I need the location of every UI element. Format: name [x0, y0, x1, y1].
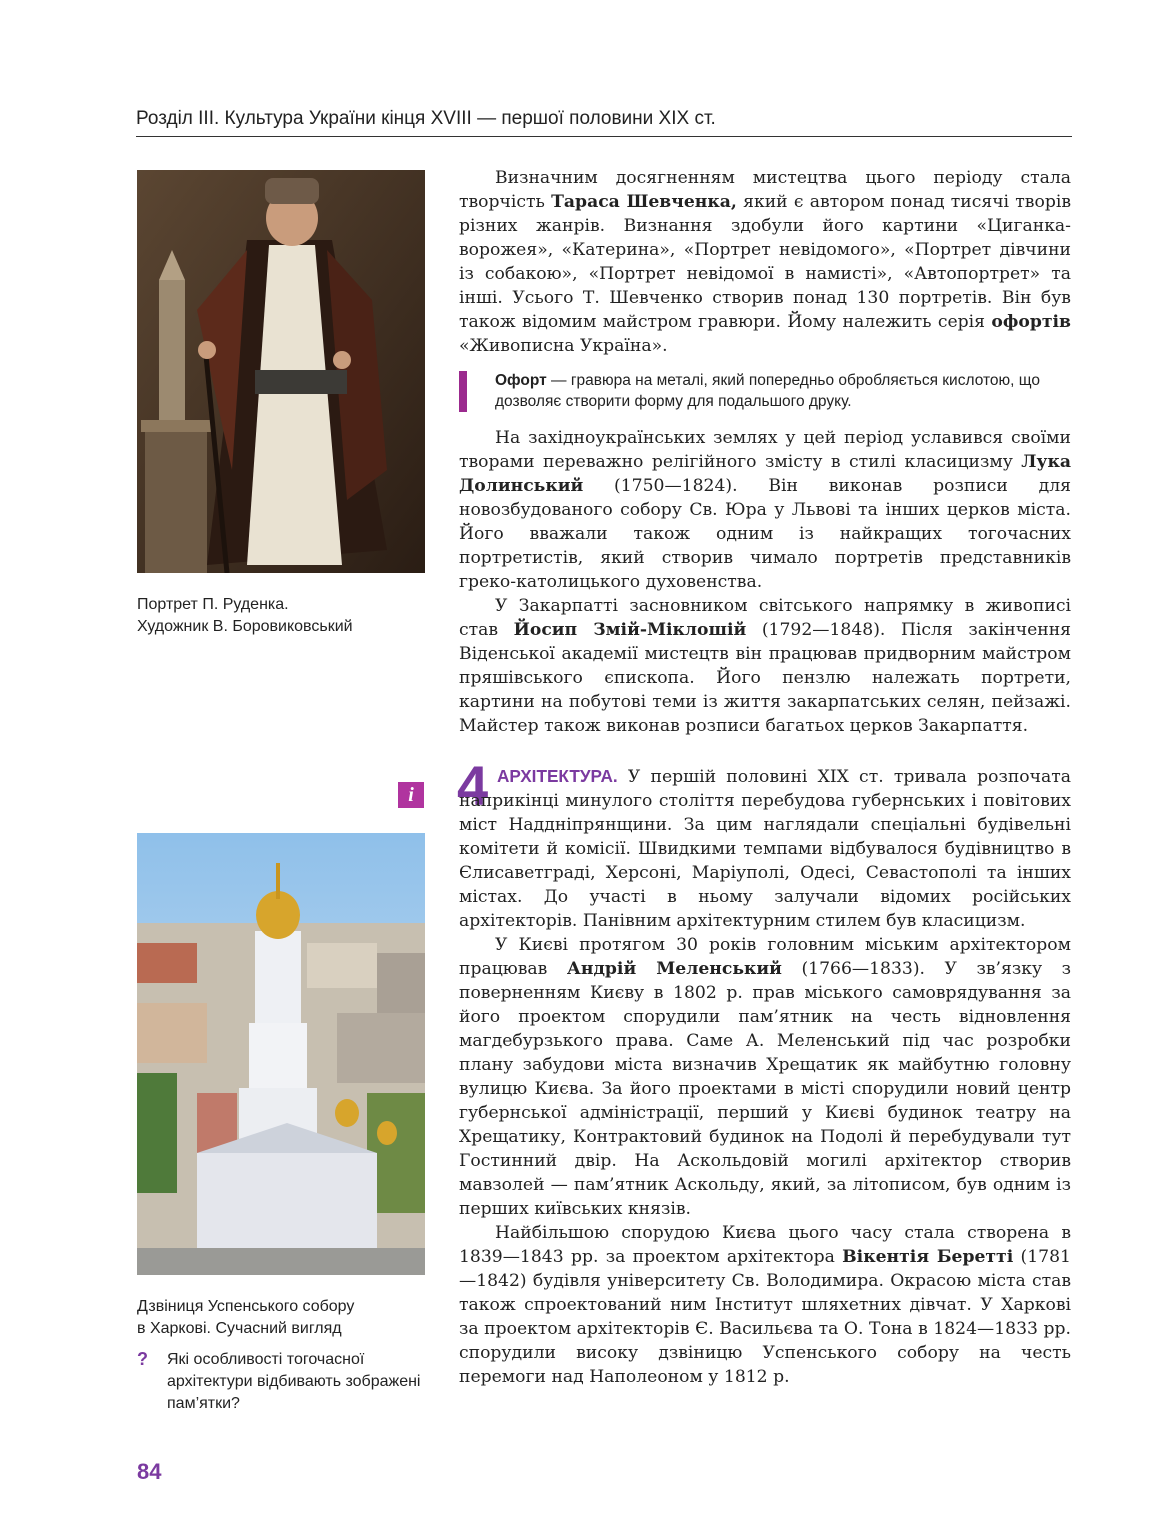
portrait-caption-line1: Портрет П. Руденка. — [137, 596, 289, 613]
bold-name: Андрій Меленський — [566, 959, 782, 979]
portrait-caption-line2: Художник В. Боровиковський — [137, 618, 353, 635]
text-segment: У Києві протягом 30 років головним міським архітектором працював — [459, 935, 1071, 979]
definition-text: — гравюра на металі, який попередньо обробляється кислотою, що дозволяє створити форму для подальшого друку. — [495, 372, 1040, 410]
cathedral-image — [137, 833, 425, 1275]
text-segment: Найбільшою спорудою Києва цього часу стала створена в 1839—1843 рр. за проектом архітектора — [459, 1223, 1071, 1267]
question-text: Які особливості тогочасної архітектури відбивають зображені пам’ятки? — [167, 1351, 421, 1412]
cathedral-caption-line2: в Харкові. Сучасний вигляд — [137, 1320, 342, 1337]
text-segment: Визначним досягненням мистецтва цього періоду стала творчість — [459, 168, 1071, 212]
definition-bar — [459, 371, 467, 412]
definition-box — [495, 370, 1073, 412]
cathedral-caption-line1: Дзвіниця Успенського собору — [137, 1298, 355, 1315]
bold-term: офортів — [991, 312, 1071, 332]
text-segment: У першій половині XIX ст. тривала розпочата наприкінці минулого століття перебудова губернських і повітових міст Наддніпрянщини. За цим наглядали спеціальні будівельні комітети й комісії. Швидкими темпами відбувалося будівництво в Єлисаветграді, Херсоні, Маріуполі, Одесі, Севастополі та інших містах. До участі в ньому залучали відомих російських архітекторів. Панівним архітектурним стилем був класицизм. — [459, 767, 1071, 931]
info-icon: i — [398, 782, 424, 808]
text-segment: (1792—1848). Після закінчення Віденської академії мистецтв він працював придворним майстром пряшівського єпископа. Його пензлю належать портрети, картини на побутові теми із життя закарпатських селян, пейзажі. Майстер також виконав розписи багатьох церков Закарпаття. — [459, 620, 1071, 736]
page-number: 84 — [137, 1459, 162, 1484]
text-segment: який є автором понад тисячі творів різних жанрів. Визнання здобули його картини «Циганка-ворожея», «Катерина», «Портрет невідомого», «Портрет дівчини із собакою», «Портрет невідомої в намисті», «Автопортрет» та інші. Усього Т. Шевченко створив понад 130 портретів. Він був також відомим майстром гравюри. Йому належить серія — [459, 192, 1071, 332]
question-icon: ? — [137, 1349, 148, 1369]
text-segment: «Живописна Україна». — [459, 336, 668, 356]
text-segment: У Закарпатті засновником світського напрямку в живописі став — [459, 596, 1071, 640]
section-number: 4 — [457, 754, 489, 817]
text-segment: (1750—1824). Він виконав розписи для новозбудованого собору Св. Юра у Львові та інших церков міста. Його вважали також одним із найкращих тогочасних портретистів, який створив чимало портретів представників греко-католицького духовенства. — [459, 476, 1071, 592]
page-header: Розділ ІІІ. Культура України кінця XVIII — першої половини XIX ст. — [136, 108, 716, 129]
section-architecture — [459, 764, 1071, 1389]
text-segment: На західноукраїнських землях у цей період уславився своїми творами переважно релігійного змісту в стилі класицизму — [459, 428, 1071, 472]
bold-name: Лука Долинський — [459, 452, 1071, 496]
bold-name: Тараса Шевченка, — [551, 192, 737, 212]
portrait-image — [137, 170, 425, 573]
paragraph-shevchenko — [459, 166, 1071, 358]
text-segment: (1766—1833). У зв’язку з поверненням Києву в 1802 р. прав міського самоврядування за його проектом спорудили пам’ятник на честь відновлення магдебурзького права. Саме А. Меленський під час розробки плану забудови міста визначив Хрещатик як майбутню головну вулицю Києва. За його проектами в місті спорудили новий центр губернської адміністрації, перший у Києві будинок театру на Хрещатику, Контрактовий будинок на Подолі й перебудували тут Гостинний двір. На Аскольдовій могилі архітектор створив мавзолей — пам’ятник Аскольду, який, за літописом, був одним із перших київських князів. — [459, 959, 1071, 1219]
bold-name: Йосип Змій-Міклошій — [513, 620, 747, 640]
definition-term: Офорт — [495, 372, 547, 389]
text-segment: (1781—1842) будівля університету Св. Володимира. Окрасою міста став також спроектований ним Інститут шляхетних дівчат. У Харкові за проектом архітекторів Є. Васильєва та О. Тона в 1824—1833 рр. спорудили високу дзвіницю Успенського собору на честь перемоги над Наполеоном у 1812 р. — [459, 1247, 1071, 1387]
bold-name: Вікентія Беретті — [842, 1247, 1014, 1267]
header-divider — [136, 136, 1072, 137]
section-heading: АРХІТЕКТУРА. — [497, 766, 618, 786]
paragraph-dolynskyi — [459, 426, 1071, 738]
